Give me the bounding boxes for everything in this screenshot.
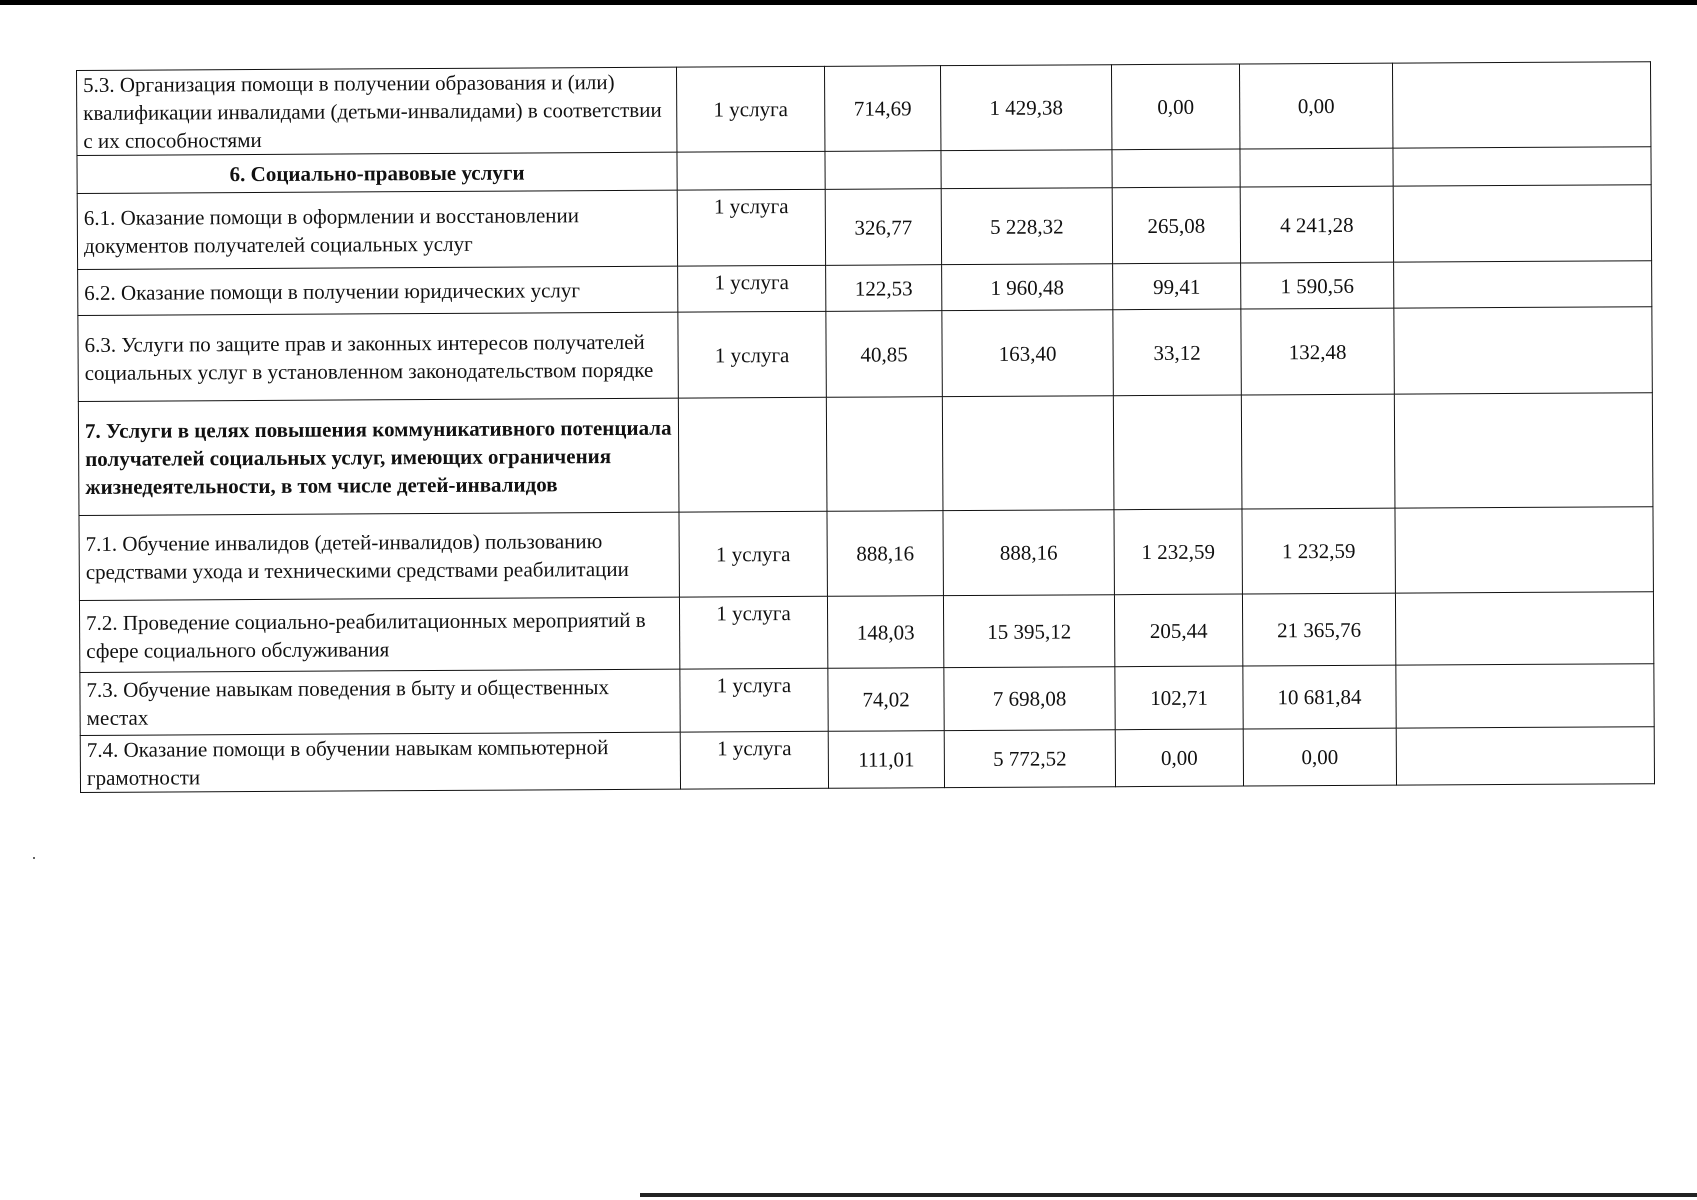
table-row: [78, 307, 1652, 402]
value-cell: 15 395,12: [943, 595, 1114, 668]
value-cell: 326,77: [825, 189, 941, 266]
value-cell: 33,12: [1113, 309, 1241, 396]
scan-speck: [33, 857, 35, 859]
value-cell: 0,00: [1239, 63, 1392, 149]
empty-cell: [1394, 307, 1652, 394]
table-row: [77, 185, 1651, 270]
unit-cell: 1 услуга: [676, 66, 824, 152]
value-cell: [942, 396, 1114, 511]
value-cell: 888,16: [943, 510, 1114, 596]
empty-cell: [1393, 185, 1651, 262]
value-cell: 0,00: [1111, 64, 1239, 150]
value-cell: 1 960,48: [942, 264, 1113, 311]
service-name: 7.4. Оказание помощи в обучении навыкам компьютерной грамотности: [80, 732, 680, 792]
table-row: [77, 62, 1651, 156]
table-row: [79, 592, 1653, 673]
table-row: [79, 507, 1653, 601]
section-heading: 7. Услуги в целях повышения коммуникативного потенциала получателей социальных услуг, имеющих ограничения жизнедеятельности, в том числе детей-инвалидов: [78, 398, 679, 515]
empty-cell: [1394, 261, 1652, 308]
service-name: 7.2. Проведение социально-реабилитационных мероприятий в сфере социального обслуживания: [79, 597, 679, 672]
empty-cell: [1394, 393, 1653, 508]
unit-cell: 1 услуга: [679, 511, 827, 597]
value-cell: 265,08: [1112, 187, 1240, 264]
value-cell: 10 681,84: [1243, 665, 1396, 729]
value-cell: 0,00: [1243, 728, 1396, 786]
value-cell: 122,53: [826, 265, 942, 312]
value-cell: 0,00: [1115, 729, 1243, 787]
unit-cell: [678, 397, 827, 512]
services-table: [76, 61, 1655, 793]
value-cell: 714,69: [824, 66, 940, 152]
value-cell: 163,40: [942, 310, 1113, 397]
service-name: 7.1. Обучение инвалидов (детей-инвалидов) пользованию средствами ухода и техническими средствами реабилитации: [79, 512, 679, 600]
value-cell: 7 698,08: [944, 667, 1115, 731]
unit-cell: 1 услуга: [680, 731, 828, 789]
empty-cell: [1392, 62, 1650, 148]
unit-cell: 1 услуга: [678, 265, 826, 312]
value-cell: 1 232,59: [1114, 509, 1242, 595]
unit-cell: [677, 151, 825, 190]
value-cell: [1241, 394, 1395, 509]
service-name: 6.1. Оказание помощи в оформлении и восстановлении документов получателей социальных услуг: [77, 190, 677, 269]
empty-cell: [1396, 664, 1654, 728]
value-cell: [826, 397, 943, 512]
value-cell: 102,71: [1115, 666, 1243, 730]
value-cell: 1 429,38: [940, 65, 1111, 151]
value-cell: 111,01: [828, 731, 944, 789]
value-cell: 5 228,32: [941, 188, 1112, 265]
value-cell: [1113, 395, 1242, 510]
unit-cell: 1 услуга: [677, 189, 825, 266]
service-name: 6.2. Оказание помощи в получении юридических услуг: [78, 266, 678, 315]
value-cell: 1 590,56: [1241, 262, 1394, 309]
service-name: 5.3. Организация помощи в получении образования и (или) квалификации инвалидами (детьми-инвалидами) в соответствии с их способностями: [77, 67, 677, 155]
unit-cell: 1 услуга: [679, 596, 827, 669]
scan-top-border: [0, 0, 1697, 5]
value-cell: 1 232,59: [1242, 508, 1395, 594]
empty-cell: [1393, 147, 1651, 186]
section-row: [78, 393, 1653, 516]
service-name: 7.3. Обучение навыкам поведения в быту и общественных местах: [80, 669, 680, 735]
scan-bottom-edge: [640, 1193, 1697, 1197]
value-cell: [1112, 149, 1240, 188]
section-heading: 6. Социально-правовые услуги: [77, 152, 677, 193]
empty-cell: [1395, 592, 1653, 665]
service-name: 6.3. Услуги по защите прав и законных интересов получателей социальных услуг в установленном законодательством порядке: [78, 312, 678, 401]
value-cell: 5 772,52: [944, 730, 1115, 788]
table-row: [80, 727, 1654, 793]
unit-cell: 1 услуга: [678, 311, 826, 398]
value-cell: 132,48: [1241, 308, 1394, 395]
table-row: [80, 664, 1654, 736]
value-cell: [1240, 148, 1393, 187]
empty-cell: [1396, 727, 1654, 785]
value-cell: 205,44: [1114, 594, 1242, 667]
value-cell: 888,16: [827, 511, 943, 597]
value-cell: 40,85: [826, 311, 942, 398]
value-cell: [825, 151, 941, 190]
value-cell: 74,02: [828, 668, 944, 732]
value-cell: 99,41: [1113, 263, 1241, 310]
empty-cell: [1395, 507, 1653, 593]
unit-cell: 1 услуга: [680, 668, 828, 732]
value-cell: [941, 150, 1112, 189]
value-cell: 4 241,28: [1240, 186, 1393, 263]
value-cell: 21 365,76: [1242, 593, 1395, 666]
value-cell: 148,03: [827, 596, 943, 669]
